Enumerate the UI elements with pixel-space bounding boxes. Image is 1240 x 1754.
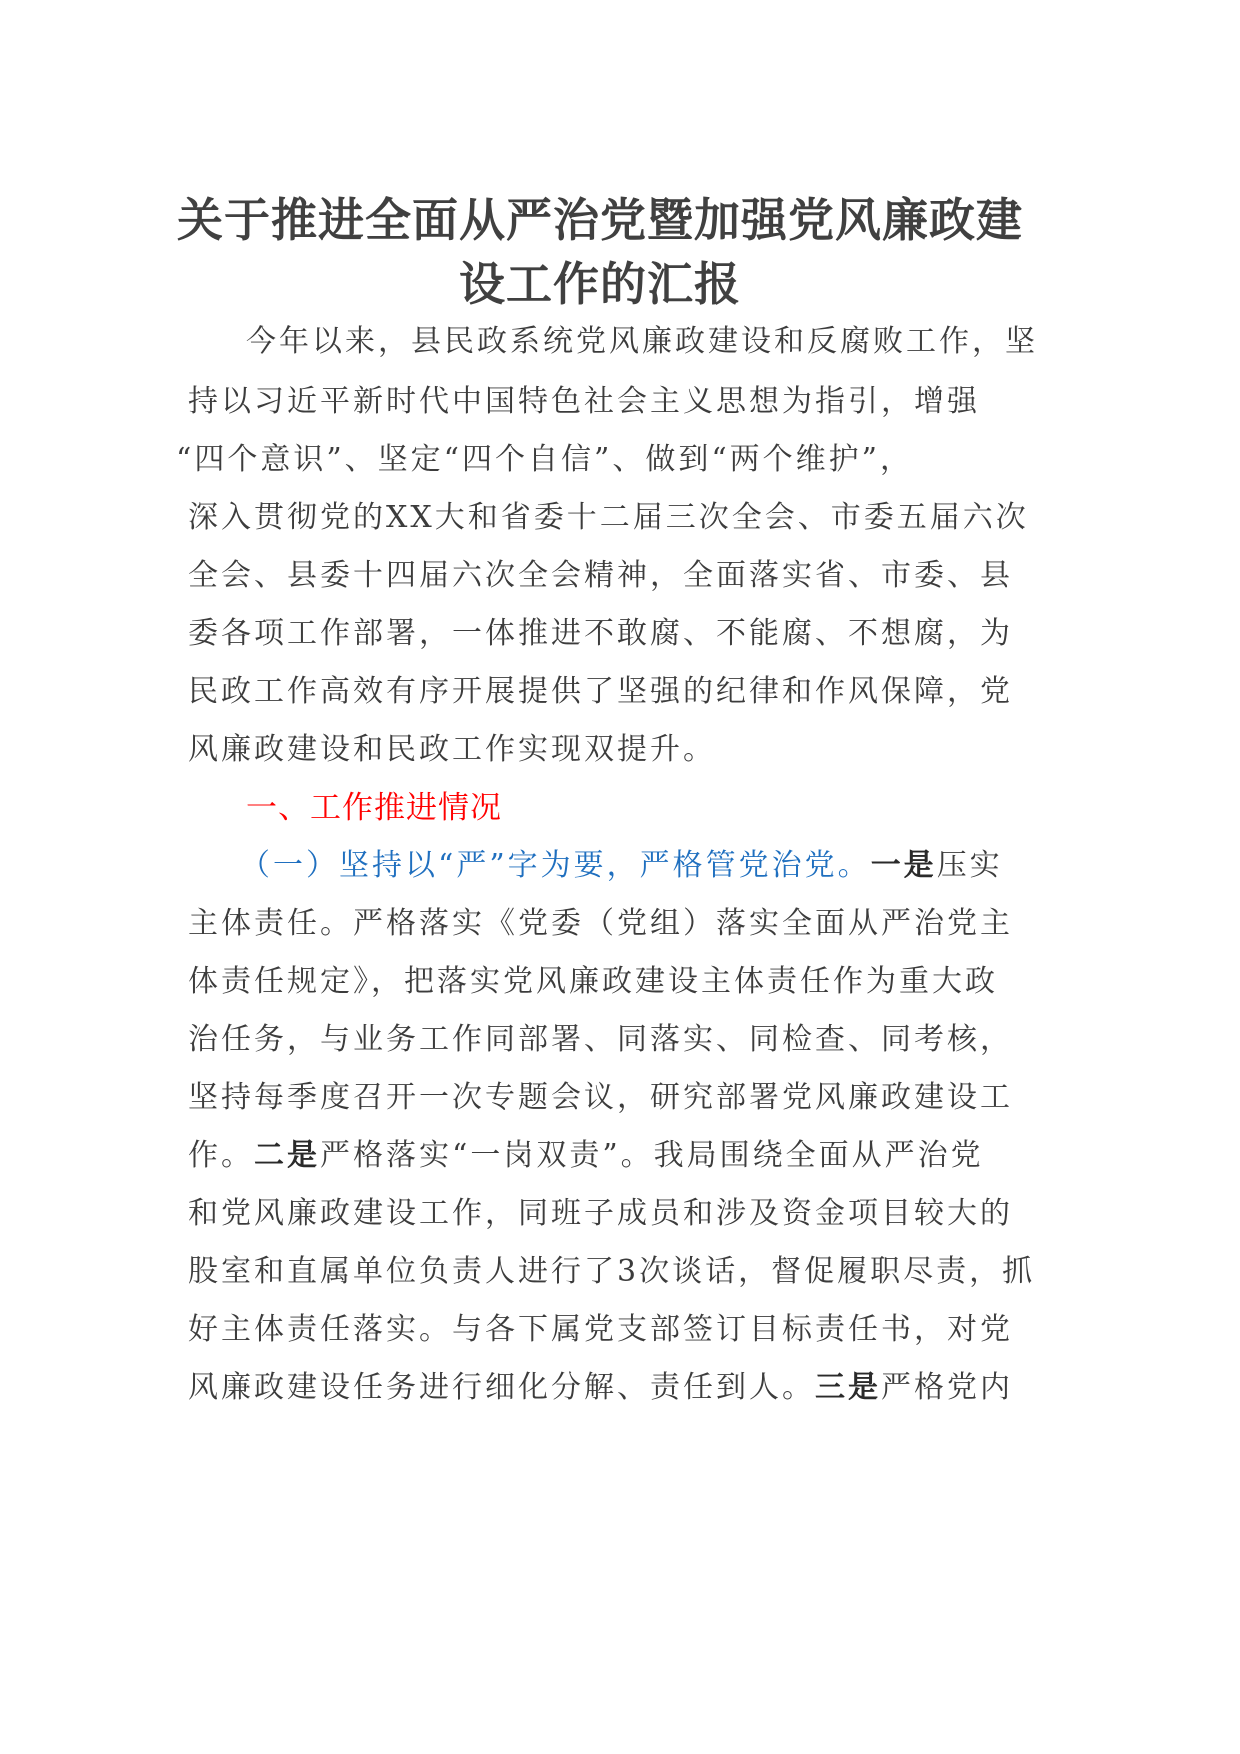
body-line: 主体责任。严格落实《党委（党组）落实全面从严治党主 xyxy=(188,906,1013,941)
body-line: 体责任规定》，把落实党风廉政建设主体责任作为重大政 xyxy=(188,964,998,999)
intro-line: 民政工作高效有序开展提供了坚强的纪律和作风保障，党 xyxy=(188,674,1013,709)
line-text: 风廉政建设任务进行细化分解、责任到人。 xyxy=(188,1370,815,1405)
body-line: 和党风廉政建设工作，同班子成员和涉及资金项目较大的 xyxy=(188,1196,1013,1231)
body-line: 坚持每季度召开一次专题会议，研究部署党风廉政建设工 xyxy=(188,1080,1013,1115)
subsection-first-line xyxy=(240,846,1120,886)
line-text: 作。 xyxy=(188,1138,254,1173)
intro-line: 持以习近平新时代中国特色社会主义思想为指引，增强 xyxy=(188,384,980,419)
subsection-heading: （一）坚持以“严”字为要，严格管党治党。 xyxy=(240,848,871,883)
intro-line: 深入贯彻党的XX大和省委十二届三次全会、市委五届六次 xyxy=(188,500,1029,535)
intro-line: 全会、县委十四届六次全会精神，全面落实省、市委、县 xyxy=(188,558,1013,593)
line-text: 压实 xyxy=(936,848,1003,883)
body-line: 好主体责任落实。与各下属党支部签订目标责任书，对党 xyxy=(188,1312,1013,1347)
body-line: 治任务，与业务工作同部署、同落实、同检查、同考核， xyxy=(188,1022,1013,1057)
point-marker-1: 一是 xyxy=(870,848,937,883)
intro-line: 委各项工作部署，一体推进不敢腐、不能腐、不想腐，为 xyxy=(188,616,1013,651)
point-marker-2: 二是 xyxy=(254,1138,320,1173)
body-line: 股室和直属单位负责人进行了3次谈话，督促履职尽责，抓 xyxy=(188,1254,1036,1289)
intro-line: 风廉政建设和民政工作实现双提升。 xyxy=(188,732,716,767)
line-text: 严格党内 xyxy=(881,1370,1013,1405)
section-heading: 一、工作推进情况 xyxy=(246,790,502,826)
intro-line: 今年以来，县民政系统党风廉政建设和反腐败工作，坚 xyxy=(246,324,1038,359)
document-title-line-1: 关于推进全面从严治党暨加强党风廉政建 xyxy=(177,193,1023,247)
document-title-line-2: 设工作的汇报 xyxy=(459,257,741,311)
body-line xyxy=(188,1136,1068,1176)
body-line xyxy=(188,1368,1068,1408)
line-text: 严格落实“一岗双责”。我局围绕全面从严治党 xyxy=(320,1138,984,1173)
point-marker-3: 三是 xyxy=(815,1370,881,1405)
intro-line: “四个意识”、坚定“四个自信”、做到“两个维护”， xyxy=(176,442,914,477)
